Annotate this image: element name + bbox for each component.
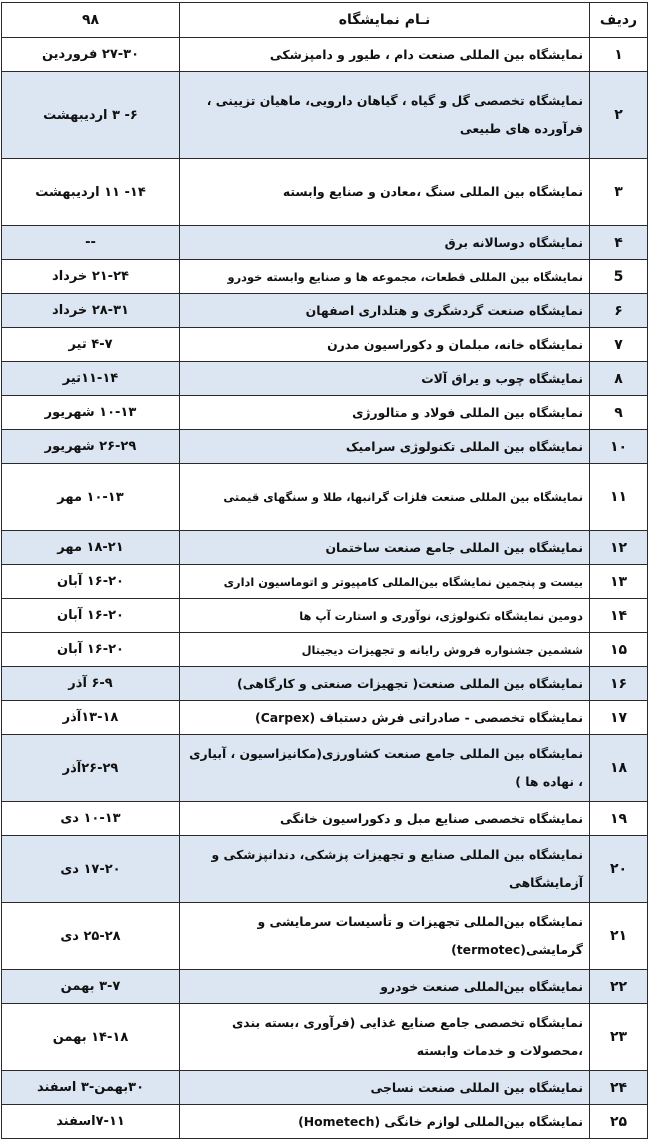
table-row <box>2 1004 648 1071</box>
row-number: ۱۹ <box>590 802 648 836</box>
exhibition-date: ۱۸-۲۱ مهر <box>2 531 180 565</box>
exhibition-name: دومین نمایشگاه تکنولوژی، نوآوری و استارت آپ ها <box>180 599 590 633</box>
row-number: ۶ <box>590 294 648 328</box>
exhibition-date: ۱۶-۲۰ آبان <box>2 599 180 633</box>
exhibition-date: ۲۷-۳۰ فروردین <box>2 38 180 72</box>
table-row <box>2 362 648 396</box>
row-number: ۸ <box>590 362 648 396</box>
row-number: ۱۲ <box>590 531 648 565</box>
exhibition-name: نمایشگاه بین المللی تکنولوژی سرامیک <box>180 430 590 464</box>
exhibition-name: نمایشگاه تخصصی جامع صنایع غذایی (فرآوری ،بسته بندی ،محصولات و خدمات وابسته <box>180 1004 590 1071</box>
exhibition-name: نمایشگاه بین المللی قطعات، مجموعه ها و صنایع وابسته خودرو <box>180 260 590 294</box>
exhibition-name: نمایشگاه بین‌المللی لوازم خانگی (Hometech) <box>180 1105 590 1139</box>
exhibition-date: ۲۸-۳۱ خرداد <box>2 294 180 328</box>
exhibition-date: ۳۰بهمن-۳ اسفند <box>2 1071 180 1105</box>
row-number: ۱۳ <box>590 565 648 599</box>
exhibition-date: ۱۴-۱۸ بهمن <box>2 1004 180 1071</box>
table-row <box>2 72 648 159</box>
exhibition-name: نمایشگاه بین المللی صنعت فلزات گرانبها، طلا و سنگهای قیمتی <box>180 464 590 531</box>
table-row <box>2 294 648 328</box>
exhibition-date: ۷-۱۱اسفند <box>2 1105 180 1139</box>
exhibition-date: ۱۰-۱۳ دی <box>2 802 180 836</box>
row-number: ۹ <box>590 396 648 430</box>
table-row <box>2 903 648 970</box>
table-row <box>2 328 648 362</box>
table-row <box>2 599 648 633</box>
row-number: ۴ <box>590 226 648 260</box>
exhibition-name: نمایشگاه صنعت گردشگری و هتلداری اصفهان <box>180 294 590 328</box>
exhibition-date: -- <box>2 226 180 260</box>
row-number: ۱۶ <box>590 667 648 701</box>
exhibition-name: نمایشگاه دوسالانه برق <box>180 226 590 260</box>
table-row <box>2 38 648 72</box>
exhibition-date: ۶- ۳ اردیبهشت <box>2 72 180 159</box>
table-row <box>2 735 648 802</box>
exhibition-name: نمایشگاه بین المللی صنعت نساجی <box>180 1071 590 1105</box>
exhibition-name: نمایشگاه بین المللی جامع صنعت کشاورزی(مکانیزاسیون ، آبیاری ، نهاده ها ) <box>180 735 590 802</box>
table-header-row <box>2 3 648 38</box>
exhibition-table <box>1 2 648 1139</box>
exhibition-date: ۱۶-۲۰ آبان <box>2 633 180 667</box>
row-number: ۲۵ <box>590 1105 648 1139</box>
exhibition-date: ۲۶-۲۹ شهریور <box>2 430 180 464</box>
table-row <box>2 970 648 1004</box>
exhibition-name: نمایشگاه بین المللی جامع صنعت ساختمان <box>180 531 590 565</box>
row-number: ۲۰ <box>590 836 648 903</box>
table-row <box>2 430 648 464</box>
exhibition-date: ۱۷-۲۰ دی <box>2 836 180 903</box>
exhibition-date: ۶-۹ آذر <box>2 667 180 701</box>
exhibition-date: ۱۱-۱۴تیر <box>2 362 180 396</box>
exhibition-date: ۴-۷ تیر <box>2 328 180 362</box>
exhibition-name: بیست و پنجمین نمایشگاه بین‌المللی کامپیوتر و اتوماسیون اداری <box>180 565 590 599</box>
exhibition-name: ششمین جشنواره فروش رایانه و تجهیزات دیجیتال <box>180 633 590 667</box>
row-number: ۱ <box>590 38 648 72</box>
row-number: ۱۷ <box>590 701 648 735</box>
exhibition-date: ۳-۷ بهمن <box>2 970 180 1004</box>
exhibition-date: ۱۰-۱۳ مهر <box>2 464 180 531</box>
exhibition-date: ۲۱-۲۴ خرداد <box>2 260 180 294</box>
row-number: ۲۳ <box>590 1004 648 1071</box>
exhibition-name: نمایشگاه تخصصی صنایع مبل و دکوراسیون خانگی <box>180 802 590 836</box>
exhibition-date: ۲۵-۲۸ دی <box>2 903 180 970</box>
table-row <box>2 633 648 667</box>
table-row <box>2 159 648 226</box>
header-year: ۹۸ <box>2 3 180 38</box>
exhibition-date: ۱۶-۲۰ آبان <box>2 565 180 599</box>
header-exhibition-name: نـام نمایشگاه <box>180 3 590 38</box>
table-row <box>2 396 648 430</box>
table-row <box>2 531 648 565</box>
table-row <box>2 1105 648 1139</box>
row-number: 5 <box>590 260 648 294</box>
row-number: ۷ <box>590 328 648 362</box>
table-row <box>2 464 648 531</box>
row-number: ۲۲ <box>590 970 648 1004</box>
row-number: ۱۰ <box>590 430 648 464</box>
table-row <box>2 260 648 294</box>
exhibition-name: نمایشگاه بین المللی فولاد و متالورژی <box>180 396 590 430</box>
exhibition-name: نمایشگاه تخصصی گل و گیاه ، گیاهان دارویی، ماهیان تزیینی ، فرآورده های طبیعی <box>180 72 590 159</box>
exhibition-name: نمایشگاه خانه، مبلمان و دکوراسیون مدرن <box>180 328 590 362</box>
exhibition-name: نمایشگاه بین المللی صنعت دام ، طیور و دامپزشکی <box>180 38 590 72</box>
row-number: ۱۴ <box>590 599 648 633</box>
row-number: ۱۸ <box>590 735 648 802</box>
exhibition-name: نمایشگاه بین المللی سنگ ،معادن و صنایع وابسته <box>180 159 590 226</box>
table-row <box>2 565 648 599</box>
row-number: ۲۴ <box>590 1071 648 1105</box>
header-row-number: ردیف <box>590 3 648 38</box>
table-row <box>2 701 648 735</box>
exhibition-name: نمایشگاه بین المللی صنایع و تجهیزات پزشکی، دندانپزشکی و آزمایشگاهی <box>180 836 590 903</box>
table-row <box>2 836 648 903</box>
table-row <box>2 667 648 701</box>
exhibition-name: نمایشگاه بین‌المللی تجهیزات و تأسیسات سرمایشی و گرمایشی(termotec) <box>180 903 590 970</box>
exhibition-date: ۱۰-۱۳ شهریور <box>2 396 180 430</box>
exhibition-date: ۲۶-۲۹آذر <box>2 735 180 802</box>
table-row <box>2 1071 648 1105</box>
exhibition-name: نمایشگاه بین المللی صنعت( تجهیزات صنعتی و کارگاهی) <box>180 667 590 701</box>
row-number: ۲ <box>590 72 648 159</box>
table-row <box>2 802 648 836</box>
row-number: ۱۵ <box>590 633 648 667</box>
row-number: ۳ <box>590 159 648 226</box>
exhibition-name: نمایشگاه چوب و یراق آلات <box>180 362 590 396</box>
table-row <box>2 226 648 260</box>
row-number: ۱۱ <box>590 464 648 531</box>
exhibition-name: نمایشگاه بین‌المللی صنعت خودرو <box>180 970 590 1004</box>
exhibition-date: ۱۳-۱۸آذر <box>2 701 180 735</box>
row-number: ۲۱ <box>590 903 648 970</box>
exhibition-date: ۱۴- ۱۱ اردیبهشت <box>2 159 180 226</box>
exhibition-name: نمایشگاه تخصصی - صادراتی فرش دستباف (Carpex) <box>180 701 590 735</box>
